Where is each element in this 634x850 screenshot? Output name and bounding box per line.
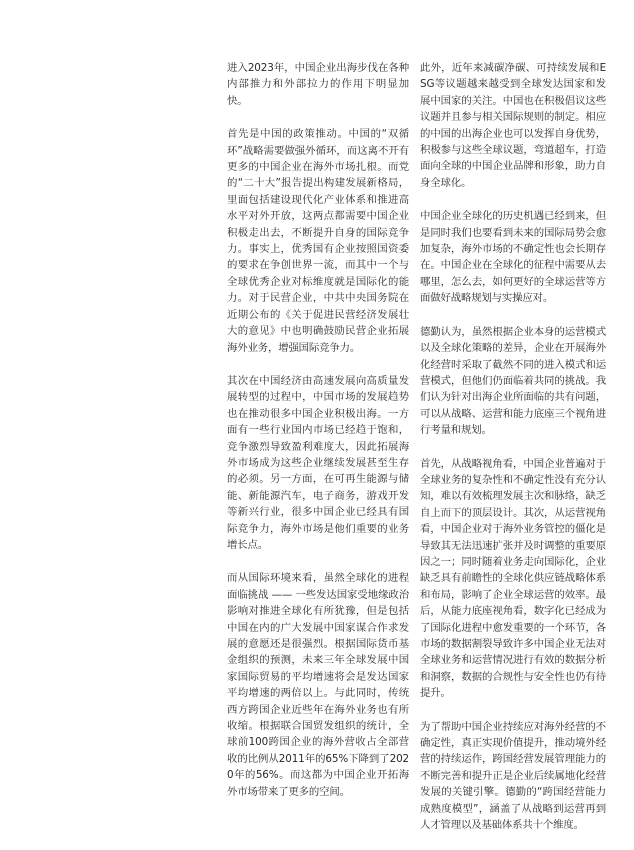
paragraph: 德勤认为，虽然根据企业本身的运营模式以及全球化策略的差异，企业在开展海外化经营时采取了截然不同的进入模式和运营模式，但他们仍面临着共同的挑战。我们认为针对出海企业所面临的共有问题，可以从战略、运营和能力底座三个视角进行考量和规划。 — [420, 325, 606, 437]
paragraph: 其次在中国经济由高速发展向高质量发展转型的过程中，中国市场的发展趋势也在推动很多中国企业积极出海。一方面有一些行业国内市场已经趋于饱和，竞争激烈导致盈利难度大，因此拓展海外市场成为这些企业继续发展甚至生存的必须。另一方面，在可再生能源与储能、新能源汽车，电子商务，游戏开发等新兴行业，很多中国企业已经具有国际竞争力，海外市场是他们重要的业务增长点。 — [227, 374, 409, 551]
paragraph: 为了帮助中国企业持续应对海外经营的不确定性，真正实现价值提升，推动境外经营的持续运作，跨国经营发展管理能力的不断完善和提升正是企业后续属地化经营发展的关键引擎。德勤的“跨国经营能力成熟度模型”，涵盖了从战略到运营再到人才管理以及基础体系共十个维度。 — [420, 720, 606, 832]
right-text-column — [420, 60, 606, 850]
paragraph: 进入2023年，中国企业出海步伐在各种内部推力和外部拉力的作用下明显加快。 — [227, 62, 409, 107]
paragraph: 此外，近年来减碳净碳、可持续发展和ESG等议题越来越受到全球发达国家和发展中国家的关注。中国也在积极倡议这些议题并且参与相关国际规则的制定。相应的中国的出海企业也可以发挥自身优势，积极参与这些全球议题，弯道超车，打造面向全球的中国企业品牌和形象，助力自身全球化。 — [420, 62, 606, 189]
paragraph: 中国企业全球化的历史机遇已经到来，但是同时我们也要看到未来的国际局势会愈加复杂，海外市场的不确定性也会长期存在。中国企业在全球化的征程中需要从去哪里，怎么去，如何更好的全球运营等方面做好战略规划与实操应对。 — [420, 210, 606, 305]
paragraph: 首先是中国的政策推动。中国的“双循环”战略需要做强外循环，而这离不开有更多的中国企业在海外市场扎根。而党的“二十大”报告提出构建发展新格局，里面包括建设现代化产业体系和推进高水平对外开放，这两点都需要中国企业积极走出去，不断提升自身的国际竞争力。事实上，优秀国有企业按照国资委的要求在争创世界一流，而其中一个与全球优秀企业对标维度就是国际化的能力。对于民营企业，中共中央国务院在近期公布的《关于促进民营经济发展壮大的意见》中也明确鼓励民营企业拓展海外业务，增强国际竞争力。 — [227, 128, 409, 354]
paragraph: 而从国际环境来看，虽然全球化的进程面临挑战 —— 一些发达国家受地缘政治影响对推进全球化有所犹豫，但是包括中国在内的广大发展中国家谋合作求发展的意愿还是很强烈。根据国际货币基金组织的预测，未来三年全球发展中国家国际贸易的平均增速将会是发达国家平均增速的两倍以上。与此同时，传统西方跨国企业近些年在海外业务也有所收缩。根据联合国贸发组织的统计，全球前100跨国企业的海外营收占全部营收的比例从2011年的65%下降到了2020年的56%。而这都为中国企业开拓海外市场带来了更多的空间。 — [227, 572, 409, 798]
paragraph: 首先，从战略视角看，中国企业普遍对于全球业务的复杂性和不确定性没有充分认知，难以有效梳理发展主次和脉络，缺乏自上而下的顶层设计。其次，从运营视角看，中国企业对于海外业务管控的僵化是导致其无法迅速扩张并及时调整的重要原因之一；同时随着业务走向国际化，企业缺乏具有前瞻性的全球化供应链战略体系和布局，影响了企业全球运营的效率。最后，从能力底座视角看，数字化已经成为了国际化进程中愈发重要的一个环节，各市场的数据割裂导致许多中国企业无法对全球业务和运营情况进行有效的数据分析和洞察，数据的合规性与安全性也仍有待提升。 — [420, 457, 606, 700]
left-text-column — [227, 60, 409, 817]
